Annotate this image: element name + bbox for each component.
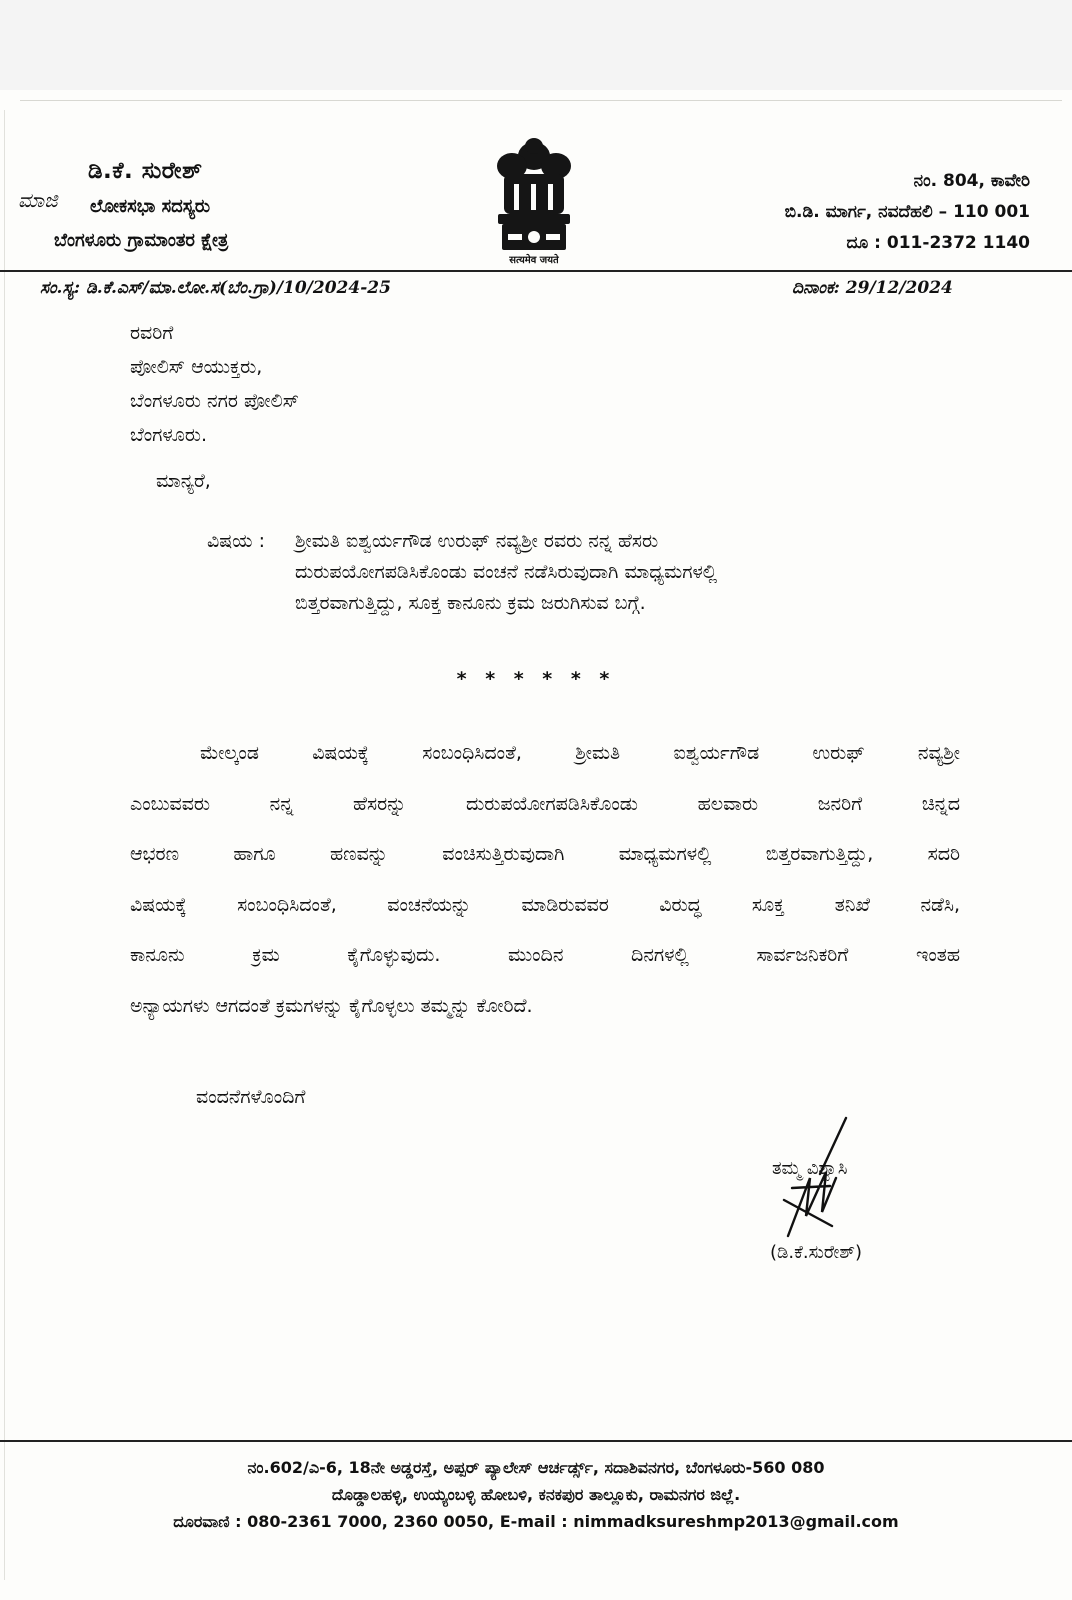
subject-label: ವಿಷಯ : (207, 530, 265, 552)
letter-page (0, 90, 1072, 1600)
header-divider (0, 270, 1072, 272)
salutation: ಮಾನ್ಯರೆ, (156, 470, 211, 492)
former-label: ಮಾಜಿ (18, 188, 58, 212)
signature-block (770, 1146, 970, 1296)
signatory-name: (ಡಿ.ಕೆ.ಸುರೇಶ್) (770, 1242, 863, 1263)
recipient-line3: ಬೆಂಗಳೂರು ನಗರ ಪೋಲಿಸ್ (130, 390, 299, 412)
recipient-line1: ರವರಿಗೆ (130, 322, 174, 344)
body-line: ಮೇಲ್ಕಂಡ ವಿಷಯಕ್ಕೆ ಸಂಬಂಧಿಸಿದಂತೆ, ಶ್ರೀಮತಿ ಐಶ್ವರ್ಯಗೌಡ ಉರುಫ್ ನವ್ಯಶ್ರೀ (200, 742, 960, 764)
footer-address-line2: ದೊಡ್ಡಾಲಹಳ್ಳಿ, ಉಯ್ಯಂಬಳ್ಳಿ ಹೋಬಳಿ, ಕನಕಪುರ ತಾಲ್ಲೂಕು, ರಾಮನಗರ ಜಿಲ್ಲೆ. (331, 1485, 741, 1504)
recipient-line2: ಪೋಲಿಸ್ ಆಯುಕ್ತರು, (130, 356, 263, 378)
body-line: ಆಭರಣ ಹಾಗೂ ಹಣವನ್ನು ವಂಚಿಸುತ್ತಿರುವುದಾಗಿ ಮಾಧ್ಯಮಗಳಲ್ಲಿ ಬಿತ್ತರವಾಗುತ್ತಿದ್ದು, ಸದರಿ (130, 843, 960, 865)
subject-text (295, 526, 935, 619)
subject-line: ಬಿತ್ತರವಾಗುತ್ತಿದ್ದು, ಸೂಕ್ತ ಕಾನೂನು ಕ್ರಮ ಜರುಗಿಸುವ ಬಗ್ಗೆ. (295, 592, 646, 614)
recipient-line4: ಬೆಂಗಳೂರು. (130, 424, 208, 446)
footer-address-line1: ನಂ.602/ಎ-6, 18ನೇ ಅಡ್ಡರಸ್ತೆ, ಅಪ್ಪರ್ ಪ್ಯಾಲೇಸ್ ಆರ್ಚರ್ಡ್ಸ್, ಸದಾಶಿವನಗರ, ಬೆಂಗಳೂರು-560 080 (247, 1458, 825, 1477)
body-line: ವಿಷಯಕ್ಕೆ ಸಂಬಂಧಿಸಿದಂತೆ, ವಂಚನೆಯನ್ನು ಮಾಡಿರುವವರ ವಿರುದ್ಧ ಸೂಕ್ತ ತನಿಖೆ ನಡೆಸಿ, (130, 893, 960, 916)
closing-phrase: ವಂದನೆಗಳೊಂದಿಗೆ (196, 1086, 306, 1108)
paper-edge-top (20, 100, 1062, 101)
yours-faithfully: ತಮ್ಮ ವಿಶ್ವಾಸಿ (772, 1158, 848, 1179)
subject-line: ದುರುಪಯೋಗಪಡಿಸಿಕೊಂಡು ವಂಚನೆ ನಡೆಸಿರುವುದಾಗಿ ಮಾಧ್ಯಮಗಳಲ್ಲಿ (295, 561, 718, 583)
ashoka-emblem-icon (484, 134, 584, 262)
delhi-address-line1: ನಂ. 804, ಕಾವೇರಿ (913, 171, 1030, 191)
footer-divider (0, 1440, 1072, 1442)
letter-date: ದಿನಾಂಕ: 29/12/2024 (792, 278, 953, 298)
top-bar (0, 0, 1072, 90)
body-line: ಎಂಬುವವರು ನನ್ನ ಹೆಸರನ್ನು ದುರುಪಯೋಗಪಡಿಸಿಕೊಂಡು ಹಲವಾರು ಜನರಿಗೆ ಚಿನ್ನದ (130, 792, 960, 815)
sender-constituency: ಬೆಂಗಳೂರು ಗ್ರಾಮಾಂತರ ಕ್ಷೇತ್ರ (54, 230, 229, 251)
body-paragraph (130, 728, 960, 1031)
paper-edge-left (4, 110, 5, 1580)
body-line: ಕಾನೂನು ಕ್ರಮ ಕೈಗೊಳ್ಳುವುದು. ಮುಂದಿನ ದಿನಗಳಲ್ಲಿ ಸಾರ್ವಜನಿಕರಿಗೆ ಇಂತಹ (130, 944, 960, 966)
recipient-block (130, 316, 299, 452)
footer (0, 1454, 1072, 1535)
emblem-motto: सत्यमेव जयते (509, 255, 559, 266)
sender-role: ಲೋಕಸಭಾ ಸದಸ್ಯರು (90, 196, 211, 217)
reference-number: ಸಂ.ಸ್ಯ: ಡಿ.ಕೆ.ಎಸ್/ಮಾ.ಲೋ.ಸ(ಬೆಂ.ಗ್ರಾ)/10/2024-25 (40, 278, 391, 298)
delhi-address-line2: ಬಿ.ಡಿ. ಮಾರ್ಗ, ನವದೆಹಲಿ – 110 001 (784, 202, 1030, 222)
sender-name: ಡಿ.ಕೆ. ಸುರೇಶ್ (88, 158, 203, 184)
letterhead-right (650, 166, 1030, 259)
separator-stars: * * * * * * (456, 668, 616, 690)
body-line: ಅನ್ಯಾಯಗಳು ಆಗದಂತೆ ಕ್ರಮಗಳನ್ನು ಕೈಗೊಳ್ಳಲು ತಮ್ಮನ್ನು ಕೋರಿದೆ. (130, 994, 533, 1017)
subject-line: ಶ್ರೀಮತಿ ಐಶ್ವರ್ಯಗೌಡ ಉರುಫ್ ನವ್ಯಶ್ರೀ ರವರು ನನ್ನ ಹೆಸರು (295, 530, 659, 552)
footer-contact: ದೂರವಾಣಿ : 080-2361 7000, 2360 0050, E-mail : nimmadksureshmp2013@gmail.com (173, 1512, 899, 1531)
delhi-phone: ದೂ : 011-2372 1140 (846, 233, 1030, 253)
